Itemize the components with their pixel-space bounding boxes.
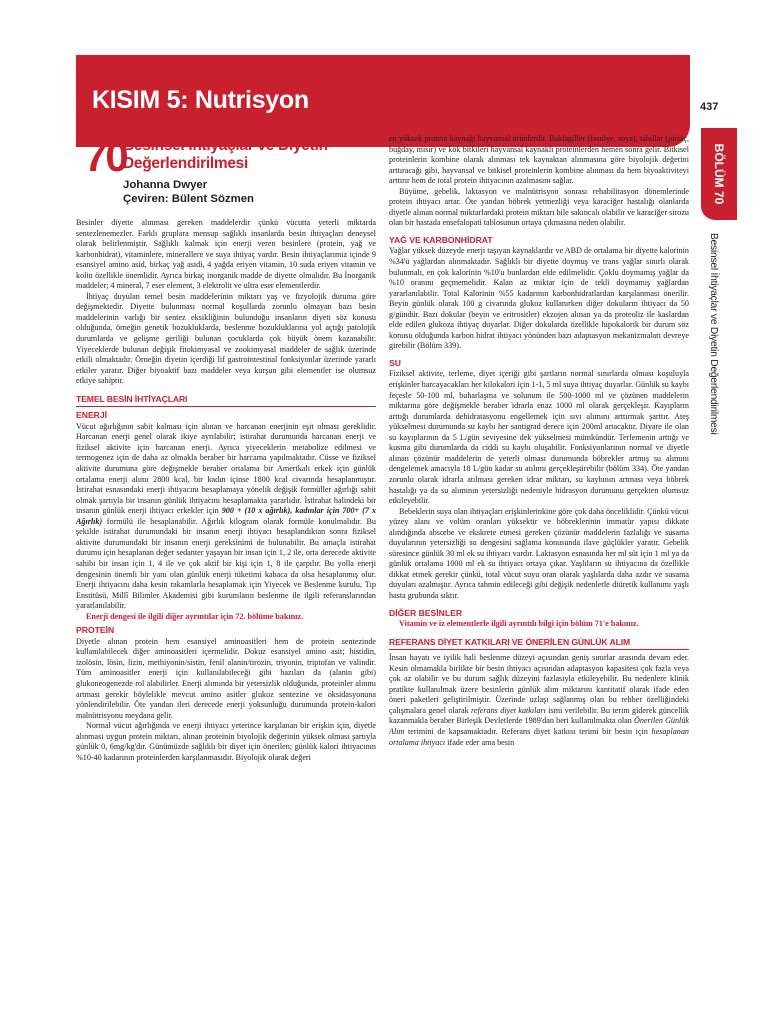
energy-paragraph xyxy=(76,422,376,612)
author-name: Johanna Dwyer xyxy=(123,179,208,191)
protein-paragraph-1: Diyetle alınan protein hem esansiyel aminoasitleri hem de protein sentezinde kullanılabilecek diğer aminoasitleri içermelidir. Dokuz esansiyel amino asit; histidin, izolösin, lösin, lizin, methiyonin/sistin, fenil alanin/tirozin, triyonin, triptofan ve valindir. Tüm aminoasitler enerji için kullanılabileceği gibi bazıları da (alanin gibi) glukoneogenezde rol alabilirler. Enerji alımında bir yetersizlik olduğunda, proteinler alınmı artması gerekir böylelikle mevcut amino asitler glukoz sentezine ve oksidasyonuna yönlendirilebilir. Öte yandan ileri derecede enerji yoksunluğu durumunda protein-kalori malnütrisyonu meydana gelir. xyxy=(76,636,376,720)
energy-formula: 900 + (10 x ağırlık), kadınlar için 700+ (7 x Ağırlık) xyxy=(76,506,376,526)
subheading-other-nutrients: DİĞER BESİNLER xyxy=(389,607,463,618)
chapter-tab-label: BÖLÜM 70 xyxy=(712,143,726,205)
ref-italic-3: hesaplanan ortalama ihtiyacı xyxy=(389,726,689,747)
ref-italic-2: Önerilen Günlük Alım xyxy=(389,716,689,736)
energy-text-a: Vücut ağırlığının sabit kalması için alınan ve harcanan enerjinin eşit olması gereklidir. Harcanan enerji genel olarak ikiye ayrılabilir; istirahat durumunda harcanan enerji ve fiziksel aktivite için harcanan enerji. Ayrıca yiyeceklerin metabolize edilmesi ve termogenez için de daha az olmakla beraber bir harcama yapılmaktadır. Cüsse ve fiziksel aktivite durumuna göre değişmekle beraber ortalama bir Amerikalı erkek için günlük ortalama enerji alımı 2800 kcal, bir kadın içinse 1800 kcal civarında hesaplanmıştır. İstirahat esnasındaki enerji ihtiyacını hesaplamaya yönelik değişik formüller ağırlığı sabit olmak şartıyla bir insanın günlük ihtiyacını hesaplamakta yararlıdır. İstirahat halindeki bir insanın günlük enerji ihtiyacı erkekler için xyxy=(76,421,376,516)
subheading-fat-carb: YAĞ VE KARBONHİDRAT xyxy=(389,234,493,245)
subheading-energy: ENERJİ xyxy=(76,410,108,421)
page-number: 437 xyxy=(700,101,719,113)
energy-cross-reference: Enerji dengesi ile ilgili diğer ayrıntılar için 72. bölüme bakınız. xyxy=(86,611,304,621)
protein-continued-2: Büyüme, gebelik, laktasyon ve malnütrisyon sonrası rehabilitasyon dönemlerinde protein ihtiyacı artar. Öte yandan böbrek yetmezliği veya karaciğer hastalığı olanlarda diyetle alınan normal miktarlardaki protein miktarı bile sakıncalı olabilir ve karaciğer sirozu olan bir hastada ensefalopati tablosunun ortaya çıkmasına neden olabilir. xyxy=(389,186,689,228)
chapter-number: 70 xyxy=(84,133,127,180)
protein-paragraph-2: Normal vücut ağırlığında ve enerji ihtiyacı yeterince karşılanan bir erişkin için, diyetle alınması uygun protein miktarı, alınan proteinin biyolojik değerinin yüksek olması şartıyla günlük 0, 6mg/kg'dır. Günümüzde sağlıklı bir diyet için önerilen; günlük kalori ihtiyacının %10-40 kadarının proteinlerden karşılanmasıdır. Biyolojik olarak değeri xyxy=(76,721,376,762)
section-heading-basic-needs: TEMEL BESİN İHTİYAÇLARI xyxy=(76,393,188,404)
intro-paragraph-1: Besinler diyette alınması gereken maddelerdir çünkü vücutta yeterli miktarda sentezlenemezler. Farklı gruplara mensup sağlıklı insanlarda besin ihtiyaçları deneysel olarak belirlenmiştir. Sağlıklı kalmak için enerji veren besinlere (protein, yağ ve karbonhidrat), vitaminlere, minerallere ve suya ihtiyaç vardır. Besin ihtiyaçlarımız içinde 9 esansiyel amino asid, birkaç yağ asidi, 4 yağda eriyen vitamin, 10 suda eriyen vitamin ve kolin özellikle önemlidir. Ayrıca birkaç inorganik madde de diyette olmalıdır. Bu İnorganik maddeler; 4 mineral, 7 eser element, 3 elektrolit ve ultra eser elementlerdir. xyxy=(76,218,376,291)
chapter-title: Besinsel İhtiyaçlar ve Diyetin Değerlendirilmesi xyxy=(123,137,328,172)
water-paragraph-1: Fiziksel aktivite, terleme, diyet içeriği gibi şartların normal sınırlarda olması koşuluyla erişkinler harcayacakları her kilokalori için 1-1, 5 ml suya ihtiyaç duyarlar. Günlük su kaybı feçesle 50-100 ml, buharlaşma ve solunum ile 500-1000 ml ve çözünen maddelerin miktarına göre değişmekle beraber idrarla enaz 1000 ml olarak gerçekleşir. Kayıpların arttığı durumlarda dehidratasyonu engellemek için sıvı alımını arttırmak şarttır. Ateş yükselmesi durumunda su kaybı her santigrad derece için 200ml artacaktır. Diyare ile olan su kayıplarının da 5 L/gün seviyesine dek yükselmesi mümkündür. Terlemenin arttığı ve kusma gibi durumlarda da ciddi su kaybı oluşabilir. Fonksiyonlarının normal ve diyetle alınan çözünür maddelerin de yeterli olması durumunda böbrekler artmış su alımını dengelemek amacıyla 18 L/gün kadar su atılımı gerçekleştirebilir (bölüm 334). Öte yandan zorunlu olarak idrarla atılması gereken idrar miktarı, su kaybının artması veya böbrek hastalığı ya da su alımının yetersizliği nedeniyle hidrasyon durumunu gerçekten olumsuz etkileyebilir. xyxy=(389,369,689,506)
section-divider-2 xyxy=(389,649,689,650)
running-chapter-title: Besinsel İhtiyaçlar ve Diyetin Değerlendirilmesi xyxy=(708,233,719,435)
left-column xyxy=(76,218,376,763)
intro-paragraph-2: İhtiyaç duyulan temel besin maddelerinin miktarı yaş ve fizyolojik duruma göre değişmektedir. Diyette bulunması normal koşullarda zorunlu olmayan bazı besin maddelerinin varlığı bir sentez eksikliğinin bulunduğu insanların diyeti söz konusu olduğunda, örneğin genetik bozukluklarda, beslenme bozukluklarına yol açtığı patolojik durumlarda ve gelişme geriliği bulunan çocuklarda çok büyük önem kazanabilir. Yiyeceklerde bulunan değişik fitokimyasal ve zookimyasal maddeler de sağlık üzerinde etkili olmaktadır. Örneğin diyetin içerdiği lif gastrointestinal fonksiyonlar üzerinde yararlı etkiler yaratır. Diğer biyoaktif bazı maddeler veya kurşun gibi elementler ise olumsuz etkiye sahiptir. xyxy=(76,291,376,386)
author-block xyxy=(123,178,254,206)
ref-text-b: ismi verilebilir. Bu terim giderek güncellik kazanmakla beraber Birleşik Devletlerde 1989'dan beri kullanılmakta olan xyxy=(389,705,689,726)
water-paragraph-2: Bebeklerin suya olan ihtiyaçları erişkinlerinkine göre çok daha önceliklidir. Çünkü vücut yüzey alanı ve volüm oranları yüksektir ve böbreklerinin immatür yapısı dikkate alındığında absorbe ve ekskrete etmesi gereken çözünür maddelerin fazlalığı ve susama duyularının yetersizliği su dengesini sağlama konusunda ilave güçlükler yaratır. Gebelik süresince günlük 30 ml ek su ihtiyacı vardır. Laktasyon esnasında her ml süt için 1 ml ya da günlük ortalama 1000 ml ek su ihtiyacı ortaya çıkar. Yaşlıların su ihtiyacına da özellikle dikkat etmek gerekir çünkü, total vücut suyu oran olarak yaşlılarda daha azdır ve susama duyuları azalmıştır. Ayrıca tahmin edileceği gibi değişik nedenlerle diüretik kullanımı yaşlı hasta grubunda sıktır. xyxy=(389,506,689,600)
ref-text-d: ifade eder ama besin xyxy=(445,737,515,747)
ref-italic-1: referans diyet katkıları xyxy=(471,705,546,715)
other-cross-reference: Vitamin ve iz elementlerle ilgili ayrıntılı bilgi için bölüm 71'e bakınız. xyxy=(399,619,639,629)
ref-text-a: İnsan hayatı ve iyilik hali beslenme düzeyi açısından geniş sınırlar arasında devam eder. Kesin olmamakla birlikte bir besin ihtiyacı açısından adaptasyon kapasitesi çok fazla veya çok az olabilir ve bu durum sağlık düzeyini fazlasıyla etkileyebilir. Bu nedenlere klinik pratikte kullanılmak üzere besinlerin günlük alım miktarını kantitatif olarak ifade eden öneri paketleri geliştirilmiştir. Üzerinde uzlaşı sağlanmış olan bu rehber özelliğindeki çalışmalara genel olarak xyxy=(389,653,689,715)
reference-paragraph xyxy=(389,653,689,748)
right-column xyxy=(389,134,689,748)
section-divider xyxy=(76,406,376,407)
subheading-water: SU xyxy=(389,357,401,368)
protein-continued: en yüksek protein kaynağı hayvansal ürünlerdir. Baklagiller (fasulye, soya), tahıllar (pirinç, buğday, mısır) ve kök bitkileri hayvansal kaynaklı proteinlerden hemen sonra gelir. Bitkisel proteinlerin kombine olarak alınması tek kaynaktan alınmasına göre biyolojik değerini arttıracağı gibi, hayvansal ve bitkisel proteinlerin kombine alınması da hem biyoaktiviteyi arttırır hem de total protein ihtiyacının azalmasını sağlar. xyxy=(389,134,689,186)
energy-text-b: formülü ile hesaplanabilir. Ağırlık kilogram olarak formüle konulmalıdır. Bu şekilde istirahat durumundaki bir insanın enerji ihtiyacı hesaplandıktan sonra fiziksel aktivite durumundaki bir insanın enerji gereksinimi de bulunabilir. Bu amaçla istirahat durumu için hesaplanan değer sedanter yaşayan bir insan için 1, 2 ile, orta derecede aktivite sahibi bir insan için 1, 4 ile ve çok aktif bir kişi için 1, 8 ile çarpılır. Bu yolla enerji dengesinin önemli bir yanı olan günlük enerji tüketimi kabaca da olsa hesaplanmış olur. Enerji ihtiyacını daha kesin rakamlarla hesaplamak için Yiyecek ve Beslenme kurulu, Tıp Enstitüsü, Millî Bilimler Akademisi gibi kurumların beslenme ile ilgili referanslarından yararlanılabilir. xyxy=(76,516,376,611)
translator-name: Çeviren: Bülent Sözmen xyxy=(123,193,255,205)
chapter-side-tab xyxy=(701,128,737,220)
fat-paragraph: Yağlar yüksek düzeyde enerji taşıyan kaynaklardır ve ABD de ortalama bir diyette kalorinin %34'ü yağlardan alınmaktadır. Sağlıklı bir diyette doymuş ve trans yağlar sınırlı olarak bulunmalı, en çok kalorinin %10'u bunlardan elde edilmelidir. Çoklu doymamış yağlar da %10 oranını geçmemelidir. Kalan az miktar için de tekli doymamış yağlardan yararlanılabilir. Total Kalorinin %55 kadarının karbonhidratlardan karşılanması önerilir. Beyin günlük olarak 100 g civarında glukoz kullanırken diğer dokuların ihtiyacı da 50 g/gündür. Bazı dokular (beyin ve eritrositler) ekzojen alınan ya da proteoliz ile kaslardan elde edilen glukoza ihtiyaç duyarlar. Diğer dokularda özellikle hipokalorik bir durum söz konusu olduğunda karbon hidrat ihtiyacı yönünden bazı adaptasyon mekanizmaları devreye girebilir (Bölüm 339). xyxy=(389,246,689,351)
part-title: KISIM 5: Nutrisyon xyxy=(92,86,309,114)
section-heading-reference-intake: REFERANS DİYET KATKILARI VE ÖNERİLEN GÜNLÜK ALIM xyxy=(389,636,631,647)
ref-text-c: terimini de kapsamaktadır. Referans diyet katkısı terimi bir besin için xyxy=(404,726,652,736)
subheading-protein: PROTEİN xyxy=(76,625,115,636)
